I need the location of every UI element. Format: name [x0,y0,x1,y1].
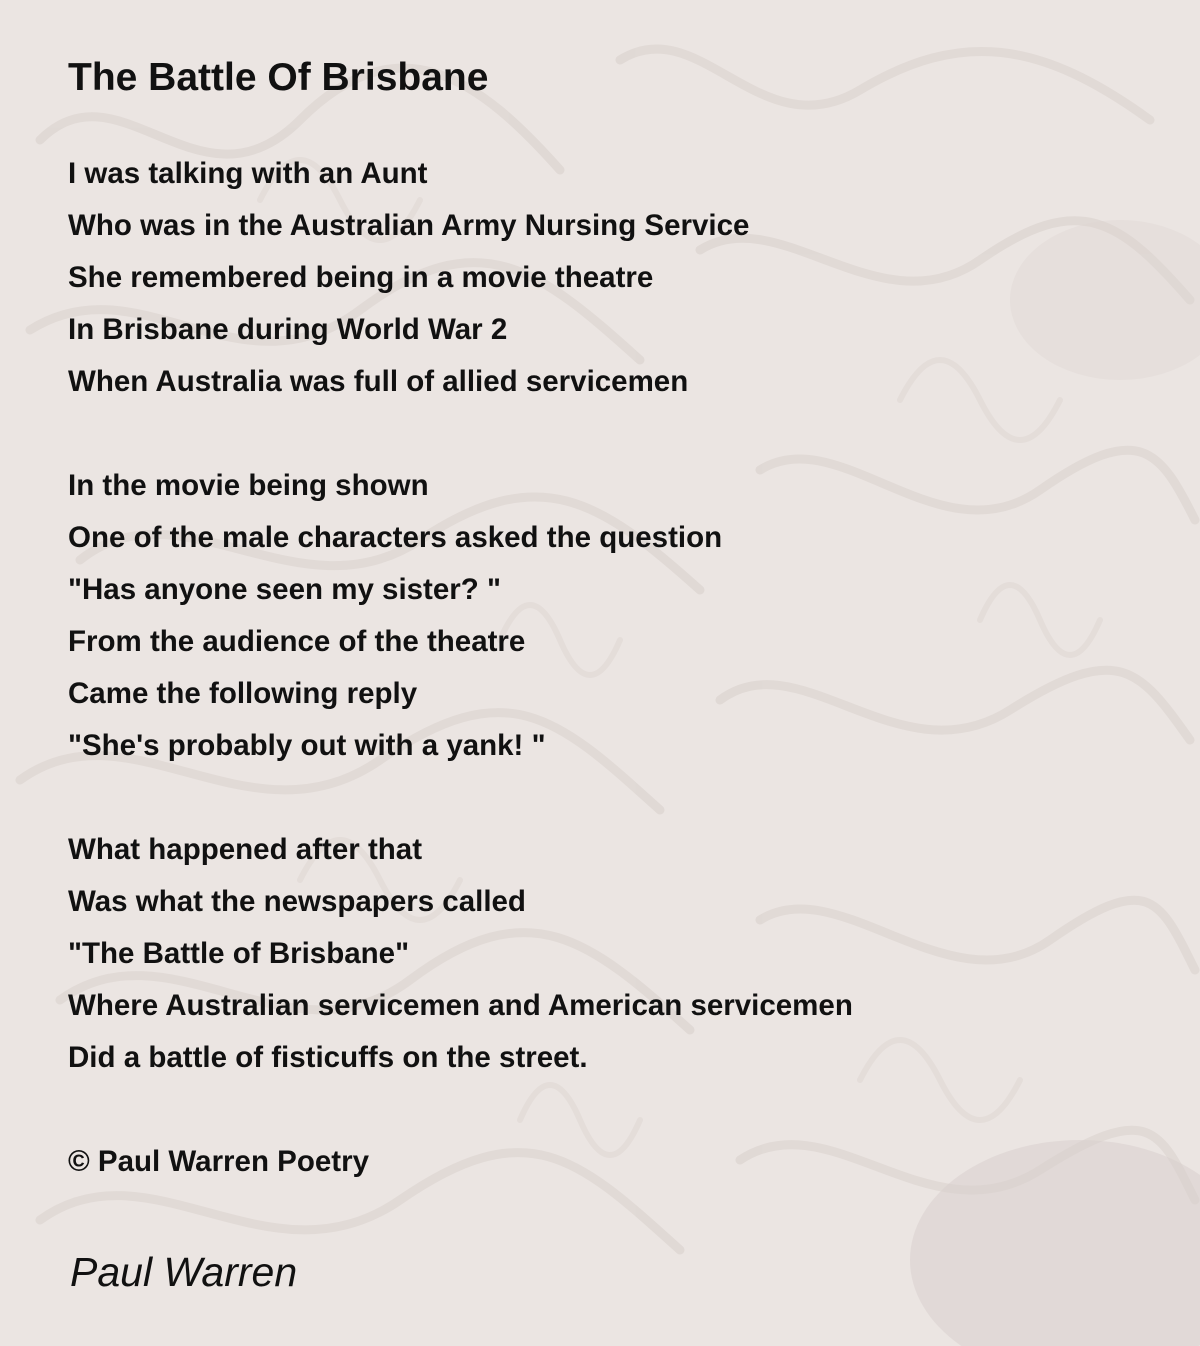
poem-line: From the audience of the theatre [68,625,526,658]
poem-line: I was talking with an Aunt [68,157,428,190]
poem-line: "The Battle of Brisbane" [68,937,410,970]
poem-line: Came the following reply [68,677,418,710]
poem-line: When Australia was full of allied servicemen [68,365,689,398]
poem-line: "She's probably out with a yank! " [68,729,546,762]
stanza-1 [68,148,1168,408]
poem-line: Who was in the Australian Army Nursing Service [68,209,750,242]
poem-line: "Has anyone seen my sister? " [68,573,501,606]
poem-line: She remembered being in a movie theatre [68,261,654,294]
poem-line: Did a battle of fisticuffs on the street. [68,1041,588,1074]
poem-line: In the movie being shown [68,469,429,502]
copyright-notice: © Paul Warren Poetry [68,1145,369,1178]
stanza-2 [68,460,1168,772]
stanza-3 [68,824,1168,1084]
poem-title: The Battle Of Brisbane [68,56,489,99]
poem-line: What happened after that [68,833,423,866]
poem-line: In Brisbane during World War 2 [68,313,508,346]
poem-body [68,148,1168,1188]
poem-line: One of the male characters asked the question [68,521,723,554]
poem-line: Where Australian servicemen and American servicemen [68,989,853,1022]
author-name: Paul Warren [70,1249,298,1295]
poem-line: Was what the newspapers called [68,885,526,918]
